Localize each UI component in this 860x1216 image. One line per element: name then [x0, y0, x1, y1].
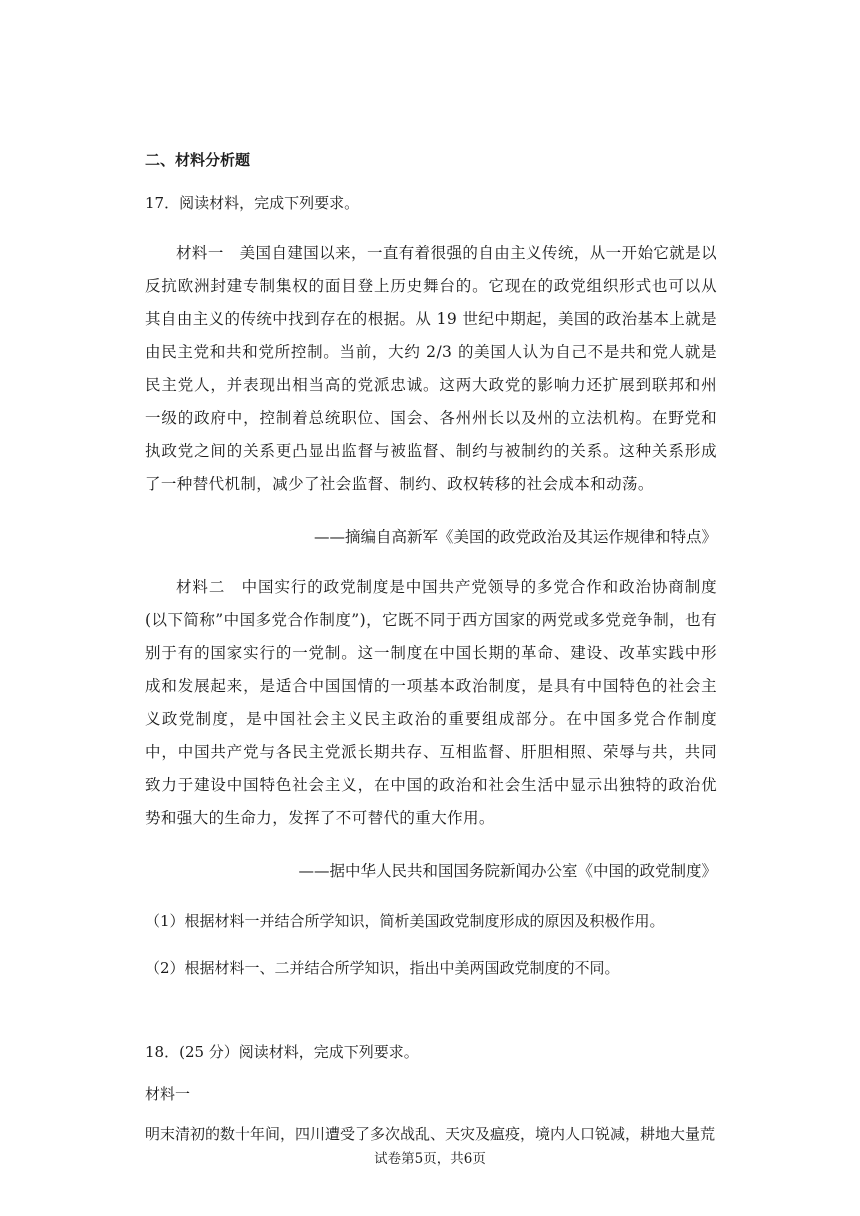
- question-18-stem: 18．(25 分）阅读材料，完成下列要求。: [145, 1043, 419, 1061]
- material-1-source: ——摘编自高新军《美国的政党政治及其运作规律和特点》: [313, 528, 717, 546]
- question-17-part-1: （1）根据材料一并结合所学知识，简析美国政党制度形成的原因及积极作用。: [145, 912, 665, 930]
- material-2-source: ——据中华人民共和国国务院新闻办公室《中国的政党制度》: [298, 862, 717, 880]
- material-2-text: 材料二 中国实行的政党制度是中国共产党领导的多党合作和政治协商制度(以下简称”中国多党合作制度”)，它既不同于西方国家的两党或多党竞争制，也有别于有的国家实行的一党制。这一制度在中国长期的革命、建设、改革实践中形成和发展起来，是适合中国国情的一项基本政治制度，是具有中国特色的社会主义政党制度，是中国社会主义民主政治的重要组成部分。在中国多党合作制度中，中国共产党与各民主党派长期共存、互相监督、肝胆相照、荣辱与共，共同致力于建设中国特色社会主义，在中国的政治和社会生活中显示出独特的政治优势和强大的生命力，发挥了不可替代的重大作用。: [145, 578, 717, 827]
- page-footer: 试卷第5页，共6页: [374, 1151, 486, 1167]
- question-17-part-2: （2）根据材料一、二并结合所学知识，指出中美两国政党制度的不同。: [145, 959, 620, 977]
- material-1-text: 材料一 美国自建国以来，一直有着很强的自由主义传统，从一开始它就是以反抗欧洲封建专制集权的面目登上历史舞台的。它现在的政党组织形式也可以从其自由主义的传统中找到存在的根据。从 19 世纪中期起，美国的政治基本上就是由民主党和共和党所控制。当前，大约 2/3 的美国人认为自己不是共和党人就是民主党人，并表现出相当高的党派忠诚。这两大政党的影响力还扩展到联邦和州一级的政府中，控制着总统职位、国会、各州州长以及州的立法机构。在野党和执政党之间的关系更凸显出监督与被监督、制约与被制约的关系。这种关系形成了一种替代机制，减少了社会监督、制约、政权转移的社会成本和动荡。: [145, 244, 717, 493]
- section-heading: 二、材料分析题: [145, 151, 251, 169]
- question-17-stem: 17．阅读材料，完成下列要求。: [145, 194, 360, 212]
- question-18-material-label: 材料一: [145, 1085, 191, 1103]
- question-18-text-start: 明末清初的数十年间，四川遭受了多次战乱、天灾及瘟疫，境内人口锐减，耕地大量荒: [145, 1125, 716, 1143]
